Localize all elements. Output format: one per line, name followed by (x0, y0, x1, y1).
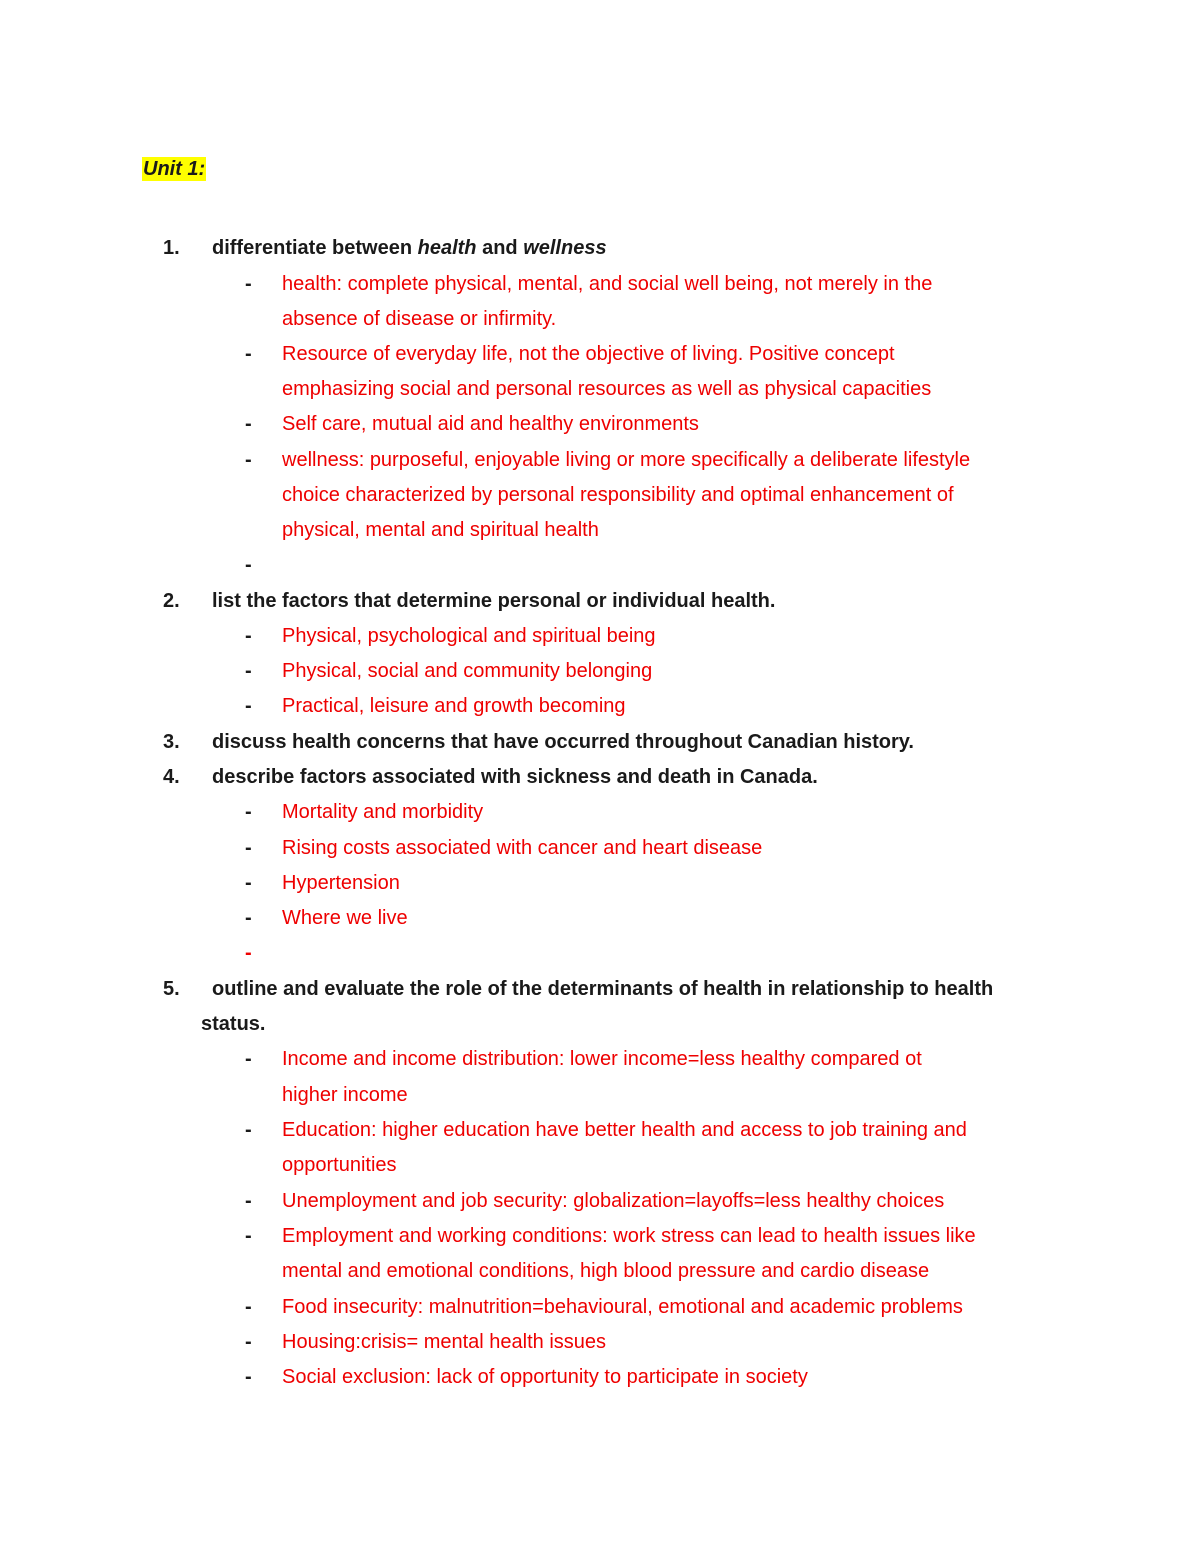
unit-title: Unit 1: (143, 158, 206, 180)
bullet-dash: - (245, 554, 252, 576)
bullet-dash: - (245, 1119, 252, 1141)
bullet-dash: - (245, 273, 252, 295)
bullet-dash: - (245, 1331, 252, 1353)
answer-line: physical, mental and spiritual health (282, 519, 599, 541)
bullet-dash: - (245, 660, 252, 682)
question-number: 5. (163, 978, 180, 1000)
answer-line: wellness: purposeful, enjoyable living or more specifically a deliberate lifestyle (282, 449, 971, 471)
answer-line: Self care, mutual aid and healthy environments (282, 413, 699, 435)
question-number: 4. (163, 766, 180, 788)
answer-line: mental and emotional conditions, high blood pressure and cardio disease (282, 1260, 930, 1282)
answer-line: Housing:crisis= mental health issues (282, 1331, 607, 1353)
answer-line: Practical, leisure and growth becoming (282, 695, 626, 717)
answer-line: Food insecurity: malnutrition=behavioural, emotional and academic problems (282, 1296, 963, 1318)
answer-line: Employment and working conditions: work stress can lead to health issues like (282, 1225, 976, 1247)
question-text-part: and (476, 237, 524, 259)
question-text-italic: health (417, 237, 477, 259)
answer-line: absence of disease or infirmity. (282, 308, 557, 330)
question-text: list the factors that determine personal or individual health. (212, 590, 776, 612)
question-text: status. (201, 1013, 266, 1035)
answer-line: Unemployment and job security: globalization=layoffs=less healthy choices (282, 1190, 945, 1212)
bullet-dash: - (245, 625, 252, 647)
question-text: discuss health concerns that have occurred throughout Canadian history. (212, 731, 914, 753)
answer-line: Income and income distribution: lower income=less healthy compared ot (282, 1048, 922, 1070)
question-text-italic: wellness (523, 237, 607, 259)
answer-line: Physical, psychological and spiritual being (282, 625, 656, 647)
question-text: describe factors associated with sickness and death in Canada. (212, 766, 818, 788)
bullet-dash: - (245, 801, 252, 823)
answer-line: Resource of everyday life, not the objective of living. Positive concept (282, 343, 895, 365)
answer-line: Social exclusion: lack of opportunity to participate in society (282, 1366, 808, 1388)
bullet-dash: - (245, 413, 252, 435)
question-number: 3. (163, 731, 180, 753)
bullet-dash: - (245, 872, 252, 894)
answer-line: opportunities (282, 1154, 397, 1176)
answer-line: higher income (282, 1084, 408, 1106)
answer-line: health: complete physical, mental, and social well being, not merely in the (282, 273, 933, 295)
answer-line: Rising costs associated with cancer and heart disease (282, 837, 763, 859)
answer-line: emphasizing social and personal resources as well as physical capacities (282, 378, 932, 400)
answer-line: Physical, social and community belonging (282, 660, 653, 682)
bullet-dash: - (245, 449, 252, 471)
answer-line: choice characterized by personal responsibility and optimal enhancement of (282, 484, 954, 506)
bullet-dash: - (245, 1366, 252, 1388)
question-text-part: differentiate between (212, 237, 418, 259)
bullet-dash: - (245, 343, 252, 365)
question-number: 1. (163, 237, 180, 259)
answer-line: Education: higher education have better health and access to job training and (282, 1119, 967, 1141)
bullet-dash: - (245, 837, 252, 859)
question-text: outline and evaluate the role of the determinants of health in relationship to health (212, 978, 994, 1000)
answer-line: Where we live (282, 907, 408, 929)
bullet-dash: - (245, 1296, 252, 1318)
answer-line: Mortality and morbidity (282, 801, 484, 823)
bullet-dash: - (245, 695, 252, 717)
bullet-dash: - (245, 942, 252, 964)
answer-line: Hypertension (282, 872, 400, 894)
question-number: 2. (163, 590, 180, 612)
bullet-dash: - (245, 907, 252, 929)
bullet-dash: - (245, 1190, 252, 1212)
question-text (212, 236, 607, 260)
bullet-dash: - (245, 1225, 252, 1247)
bullet-dash: - (245, 1048, 252, 1070)
